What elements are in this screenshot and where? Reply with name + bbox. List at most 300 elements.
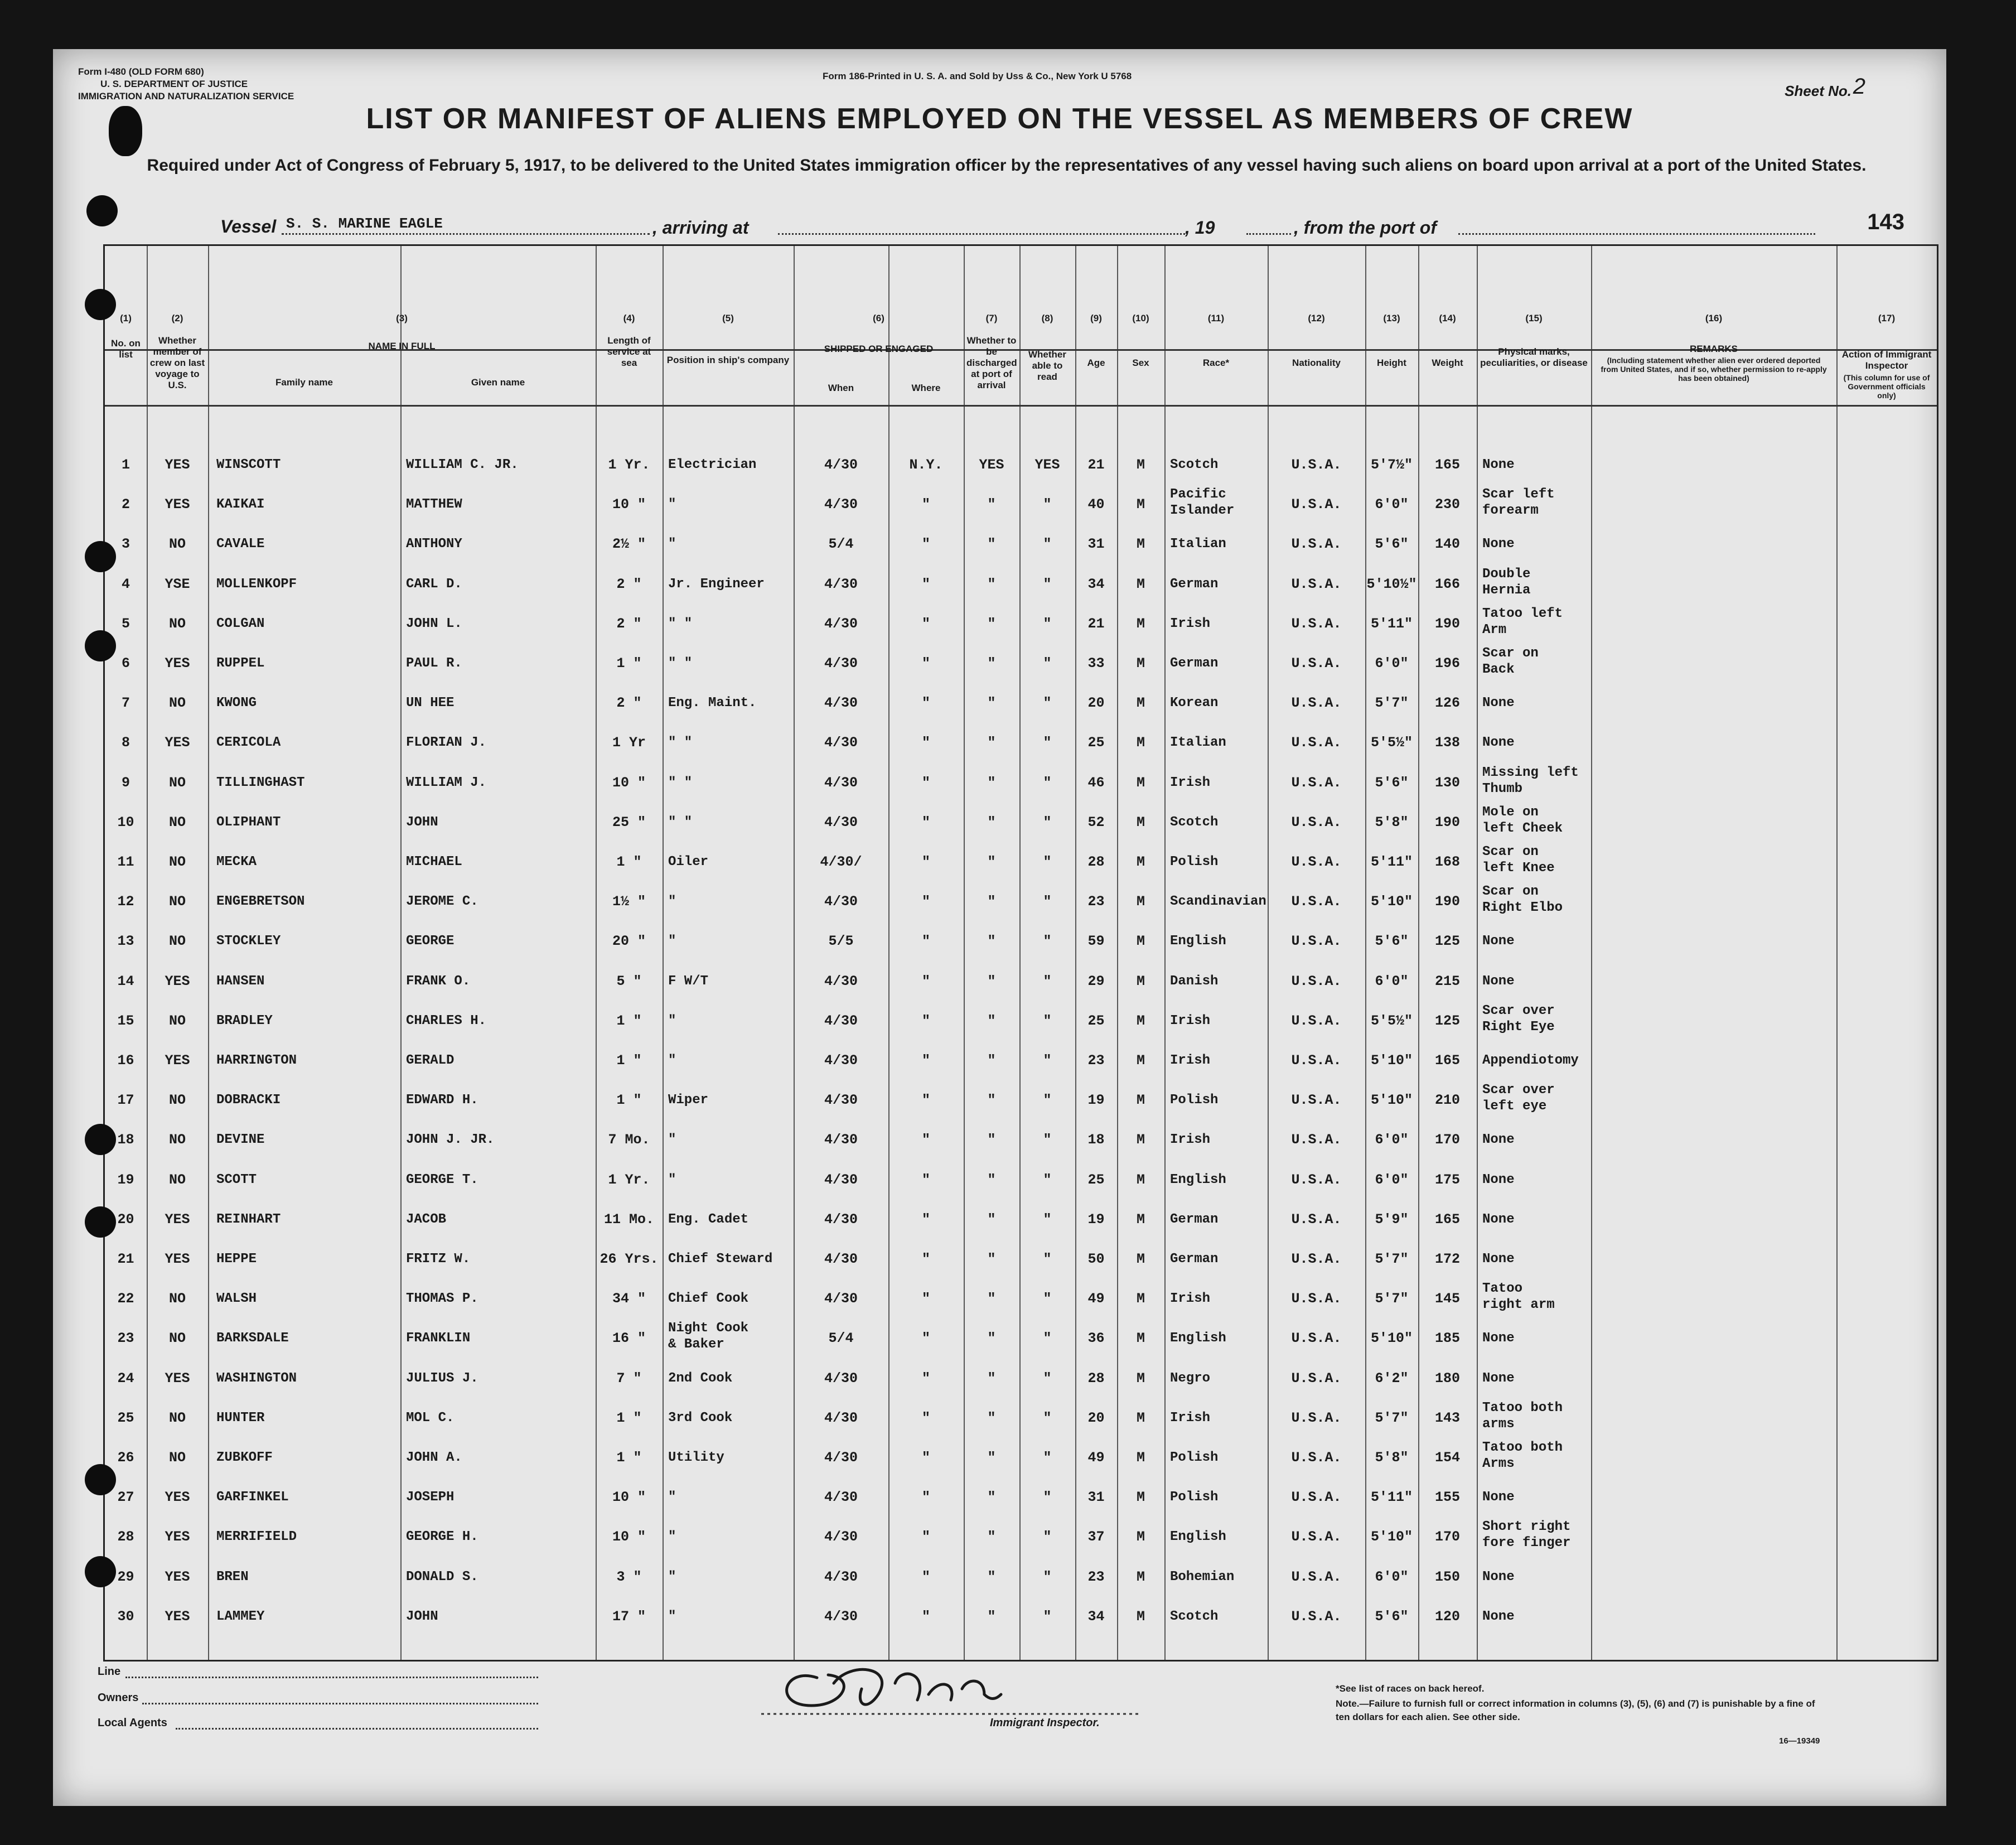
shipped-where-cell: " [921,1608,930,1625]
nationality-cell: U.S.A. [1291,933,1342,950]
to-be-discharged-cell: " [987,933,996,950]
given-name-cell: JEROME C. [406,894,478,910]
height-cell: 6'2" [1375,1370,1409,1387]
prev-voyage-cell: NO [168,1291,186,1307]
length-of-service-cell: 7 " [616,1370,642,1387]
age-cell: 19 [1087,1211,1105,1228]
given-name-cell: JOHN L. [406,616,462,631]
physical-marks-cell: None [1482,1172,1515,1187]
shipped-where-cell: " [921,814,930,830]
weight-cell: 166 [1434,576,1460,592]
length-of-service-cell: 1 " [616,1052,642,1069]
able-to-read-cell: " [1043,1251,1052,1267]
weight-cell: 175 [1434,1171,1460,1188]
race-cell: German [1170,656,1219,671]
age-cell: 36 [1087,1330,1105,1347]
physical-marks-cell: Mole on left Cheek [1482,804,1563,836]
row-number-cell: 17 [117,1092,134,1109]
shipped-where-cell: " [921,933,930,950]
age-cell: 20 [1087,695,1105,712]
length-of-service-cell: 1 " [616,1092,642,1109]
race-cell: Irish [1170,1132,1211,1148]
height-cell: 5'11" [1370,615,1413,632]
nationality-cell: U.S.A. [1291,1251,1342,1267]
sex-cell: M [1136,1132,1145,1148]
given-name-cell: FLORIAN J. [406,735,487,751]
to-be-discharged-cell: " [987,1450,996,1466]
sex-cell: M [1136,1608,1145,1625]
height-cell: 5'11" [1370,1489,1413,1506]
position-cell: " " [668,775,693,790]
to-be-discharged-cell: " [987,655,996,672]
position-cell: " " [668,735,693,751]
able-to-read-cell: " [1043,854,1052,870]
age-cell: 23 [1087,1568,1105,1585]
row-number-cell: 10 [117,814,134,830]
row-number-cell: 26 [117,1450,134,1466]
prev-voyage-cell: NO [168,893,186,910]
given-name-cell: MICHAEL [406,854,462,870]
punch-hole [109,106,142,156]
header-race: Race* [1202,358,1230,368]
physical-marks-cell: Scar on Back [1482,646,1539,677]
age-cell: 49 [1087,1450,1105,1466]
nationality-cell: U.S.A. [1291,695,1342,712]
able-to-read-cell: " [1043,1291,1052,1307]
prev-voyage-cell: NO [168,1092,186,1109]
family-name-cell: ZUBKOFF [216,1450,273,1465]
header-able-read: Whether able to read [1028,349,1066,382]
family-name-cell: HARRINGTON [216,1053,297,1068]
age-cell: 21 [1087,615,1105,632]
prev-voyage-cell: NO [168,695,186,712]
shipped-where-cell: " [921,1409,930,1426]
nationality-cell: U.S.A. [1291,1608,1342,1625]
position-cell: " [668,894,676,910]
col-number: (4) [623,313,635,323]
age-cell: 23 [1087,1052,1105,1069]
shipped-where-cell: " [921,1529,930,1545]
shipped-when-cell: 4/30 [824,1370,858,1387]
nationality-cell: U.S.A. [1291,1330,1342,1347]
row-number-cell: 5 [121,615,130,632]
position-cell: 3rd Cook [668,1410,733,1426]
prev-voyage-cell: NO [168,1409,186,1426]
to-be-discharged-cell: " [987,1568,996,1585]
shipped-where-cell: " [921,1211,930,1228]
given-name-cell: THOMAS P. [406,1291,478,1307]
given-name-cell: JOHN J. JR. [406,1132,495,1148]
age-cell: 28 [1087,854,1105,870]
row-number-cell: 30 [117,1608,134,1625]
prev-voyage-cell: NO [168,1012,186,1029]
shipped-where-cell: " [921,893,930,910]
height-cell: 5'5½" [1370,1012,1413,1029]
to-be-discharged-cell: " [987,1409,996,1426]
sex-cell: M [1136,973,1145,989]
header-remarks-note: (Including statement whether alien ever ordered deported from United States, and if so, whether permission to re-apply has been obtained) [1601,356,1827,383]
shipped-when-cell: 4/30 [824,655,858,672]
race-cell: Italian [1170,537,1226,552]
nationality-cell: U.S.A. [1291,536,1342,553]
sex-cell: M [1136,655,1145,672]
physical-marks-cell: Scar left forearm [1482,487,1555,519]
given-name-cell: CARL D. [406,576,462,592]
col-number: (14) [1439,313,1456,323]
family-name-cell: OLIPHANT [216,814,281,830]
height-cell: 6'0" [1375,655,1409,672]
shipped-when-cell: 4/30 [824,893,858,910]
physical-marks-cell: Tatoo both Arms [1482,1440,1563,1471]
sex-cell: M [1136,615,1145,632]
given-name-cell: WILLIAM C. JR. [406,457,519,472]
col-number: (7) [985,313,998,323]
nationality-cell: U.S.A. [1291,1489,1342,1506]
weight-cell: 190 [1434,893,1460,910]
to-be-discharged-cell: " [987,1608,996,1625]
given-name-cell: WILLIAM J. [406,775,487,790]
height-cell: 5'7" [1375,1251,1409,1267]
col-number: (17) [1878,313,1896,323]
immigrant-inspector-label: Immigrant Inspector. [990,1717,1100,1729]
shipped-where-cell: " [921,1251,930,1267]
prev-voyage-cell: YSE [165,576,190,592]
col-number: (12) [1308,313,1325,323]
position-cell: " " [668,656,693,671]
to-be-discharged-cell: " [987,1012,996,1029]
able-to-read-cell: " [1043,496,1052,513]
able-to-read-cell: " [1043,1568,1052,1585]
prev-voyage-cell: YES [165,655,190,672]
height-cell: 5'10" [1370,1092,1413,1109]
shipped-when-cell: 4/30 [824,1489,858,1506]
age-cell: 59 [1087,933,1105,950]
sex-cell: M [1136,933,1145,950]
nationality-cell: U.S.A. [1291,1171,1342,1188]
weight-cell: 154 [1434,1450,1460,1466]
physical-marks-cell: Double Hernia [1482,566,1531,598]
given-name-cell: FRANK O. [406,973,471,989]
shipped-where-cell: N.Y. [909,457,943,473]
punch-hole [85,541,116,572]
to-be-discharged-cell: " [987,1211,996,1228]
to-be-discharged-cell: " [987,735,996,751]
able-to-read-cell: YES [1034,457,1060,473]
form-code: 16—19349 [1779,1736,1820,1746]
sex-cell: M [1136,1450,1145,1466]
position-cell: Oiler [668,854,709,870]
owners-dotted [142,1703,538,1704]
given-name-cell: GERALD [406,1053,455,1068]
weight-cell: 130 [1434,774,1460,791]
header-inspector-note: (This column for use of Government officials only) [1843,373,1930,400]
shipped-where-cell: " [921,496,930,513]
position-cell: " [668,1053,676,1068]
to-be-discharged-cell: " [987,893,996,910]
length-of-service-cell: 1 " [616,854,642,870]
race-cell: Polish [1170,1450,1219,1465]
to-be-discharged-cell: " [987,854,996,870]
shipped-where-cell: " [921,615,930,632]
shipped-where-cell: " [921,695,930,712]
to-be-discharged-cell: " [987,496,996,513]
sex-cell: M [1136,1330,1145,1347]
row-number-cell: 1 [121,457,130,473]
from-port-label: , from the port of [1294,218,1437,238]
header-height: Height [1377,358,1406,368]
nationality-cell: U.S.A. [1291,1409,1342,1426]
prev-voyage-cell: NO [168,814,186,830]
shipped-when-cell: 4/30 [824,1012,858,1029]
sex-cell: M [1136,814,1145,830]
family-name-cell: RUPPEL [216,656,265,671]
length-of-service-cell: 1 Yr [612,735,646,751]
physical-marks-cell: None [1482,1569,1515,1585]
position-cell: " [668,1569,676,1585]
to-be-discharged-cell: " [987,1092,996,1109]
race-cell: Danish [1170,973,1219,989]
given-name-cell: MOL C. [406,1410,455,1426]
length-of-service-cell: 11 Mo. [603,1211,654,1228]
prev-voyage-cell: NO [168,536,186,553]
shipped-when-cell: 4/30/ [820,854,862,870]
shipped-when-cell: 4/30 [824,814,858,830]
given-name-cell: FRITZ W. [406,1252,471,1267]
shipped-when-cell: 4/30 [824,576,858,592]
race-cell: Irish [1170,616,1211,631]
length-of-service-cell: 1 Yr. [608,457,650,473]
prev-voyage-cell: YES [165,457,190,473]
physical-marks-cell: Tatoo right arm [1482,1281,1555,1313]
shipped-when-cell: 4/30 [824,1251,858,1267]
header-shipped: SHIPPED OR ENGAGED [824,344,934,354]
nationality-cell: U.S.A. [1291,1450,1342,1466]
sex-cell: M [1136,1370,1145,1387]
weight-cell: 170 [1434,1529,1460,1545]
prev-voyage-cell: NO [168,1171,186,1188]
header-position: Position in ship's company [666,355,790,365]
height-cell: 5'10" [1370,1529,1413,1545]
physical-marks-cell: None [1482,1609,1515,1624]
to-be-discharged-cell: " [987,1171,996,1188]
height-cell: 5'5½" [1370,735,1413,751]
able-to-read-cell: " [1043,576,1052,592]
prev-voyage-cell: NO [168,774,186,791]
nationality-cell: U.S.A. [1291,1568,1342,1585]
able-to-read-cell: " [1043,973,1052,989]
age-cell: 25 [1087,1171,1105,1188]
sheet-number-label: Sheet No. [1785,83,1851,99]
able-to-read-cell: " [1043,655,1052,672]
row-number-cell: 9 [121,774,130,791]
given-name-cell: FRANKLIN [406,1331,471,1346]
weight-cell: 170 [1434,1132,1460,1148]
position-cell: Eng. Cadet [668,1211,749,1227]
col-number: (11) [1207,313,1225,323]
race-cell: Italian [1170,735,1226,751]
age-cell: 21 [1087,457,1105,473]
family-name-cell: WASHINGTON [216,1370,297,1386]
physical-marks-cell: Appendiotomy [1482,1053,1579,1068]
row-number-cell: 27 [117,1489,134,1506]
race-cell: Irish [1170,1053,1211,1068]
age-cell: 46 [1087,774,1105,791]
given-name-cell: JOSEPH [406,1490,455,1505]
physical-marks-cell: None [1482,696,1515,711]
race-cell: Scotch [1170,814,1219,830]
race-cell: English [1170,1331,1226,1346]
year-label: , 19 [1185,218,1215,238]
height-cell: 5'6" [1375,774,1409,791]
row-number-cell: 6 [121,655,130,672]
shipped-where-cell: " [921,973,930,989]
height-cell: 5'10" [1370,1052,1413,1069]
height-cell: 5'6" [1375,1608,1409,1625]
given-name-cell: UN HEE [406,696,455,711]
age-cell: 23 [1087,893,1105,910]
age-cell: 33 [1087,655,1105,672]
sex-cell: M [1136,1409,1145,1426]
family-name-cell: TILLINGHAST [216,775,305,790]
able-to-read-cell: " [1043,1012,1052,1029]
nationality-cell: U.S.A. [1291,735,1342,751]
position-cell: " [668,1609,676,1624]
position-cell: Eng. Maint. [668,696,757,711]
weight-cell: 172 [1434,1251,1460,1267]
weight-cell: 143 [1434,1409,1460,1426]
col-number: (13) [1383,313,1400,323]
given-name-cell: ANTHONY [406,537,462,552]
row-number-cell: 8 [121,735,130,751]
prev-voyage-cell: YES [165,496,190,513]
prev-voyage-cell: NO [168,1450,186,1466]
header-length-service: Length of service at sea [607,335,651,368]
shipped-when-cell: 4/30 [824,496,858,513]
sheet-number-value: 2 [1853,74,1865,99]
prev-voyage-cell: YES [165,1251,190,1267]
length-of-service-cell: 20 " [612,933,646,950]
age-cell: 49 [1087,1291,1105,1307]
family-name-cell: KWONG [216,696,257,711]
position-cell: Jr. Engineer [668,576,765,592]
given-name-cell: JACOB [406,1211,447,1227]
able-to-read-cell: " [1043,536,1052,553]
weight-cell: 125 [1434,1012,1460,1029]
nationality-cell: U.S.A. [1291,496,1342,513]
weight-cell: 185 [1434,1330,1460,1347]
to-be-discharged-cell: " [987,615,996,632]
shipped-when-cell: 4/30 [824,735,858,751]
shipped-when-cell: 4/30 [824,1608,858,1625]
age-cell: 18 [1087,1132,1105,1148]
row-number-cell: 22 [117,1291,134,1307]
height-cell: 5'7" [1375,1291,1409,1307]
weight-cell: 138 [1434,735,1460,751]
family-name-cell: MOLLENKOPF [216,576,297,592]
family-name-cell: LAMMEY [216,1609,265,1624]
given-name-cell: EDWARD H. [406,1093,478,1108]
length-of-service-cell: 25 " [612,814,646,830]
race-cell: Polish [1170,1093,1219,1108]
race-cell: Irish [1170,1291,1211,1307]
nationality-cell: U.S.A. [1291,1370,1342,1387]
able-to-read-cell: " [1043,1092,1052,1109]
row-number-cell: 2 [121,496,130,513]
weight-cell: 165 [1434,457,1460,473]
prev-voyage-cell: YES [165,1370,190,1387]
length-of-service-cell: 2½ " [612,536,646,553]
family-name-cell: MERRIFIELD [216,1529,297,1545]
row-number-cell: 13 [117,933,134,950]
prev-voyage-cell: NO [168,854,186,870]
able-to-read-cell: " [1043,1052,1052,1069]
prev-voyage-cell: YES [165,735,190,751]
col-number: (2) [171,313,183,323]
col-number: (8) [1041,313,1053,323]
document-subtitle: Required under Act of Congress of February 5, 1917, to be delivered to the United States immigration officer by the representatives of any vessel having such aliens on board upon arrival at a port of the United States. [147,156,1867,175]
service-name: IMMIGRATION AND NATURALIZATION SERVICE [78,91,294,102]
prev-voyage-cell: YES [165,1052,190,1069]
weight-cell: 230 [1434,496,1460,513]
header-when: When [828,383,854,393]
weight-cell: 150 [1434,1568,1460,1585]
given-name-cell: PAUL R. [406,656,462,671]
age-cell: 52 [1087,814,1105,830]
able-to-read-cell: " [1043,933,1052,950]
header-age: Age [1087,358,1105,368]
race-cell: English [1170,1529,1226,1545]
able-to-read-cell: " [1043,1211,1052,1228]
header-sex: Sex [1132,358,1149,368]
sex-cell: M [1136,1568,1145,1585]
nationality-cell: U.S.A. [1291,973,1342,989]
age-cell: 34 [1087,576,1105,592]
shipped-where-cell: " [921,854,930,870]
weight-cell: 155 [1434,1489,1460,1506]
length-of-service-cell: 1 Yr. [608,1171,650,1188]
weight-cell: 190 [1434,615,1460,632]
length-of-service-cell: 5 " [616,973,642,989]
position-cell: " [668,537,676,552]
manifest-sheet [53,49,1946,1806]
header-physical-marks: Physical marks, peculiarities, or disease [1480,346,1588,368]
nationality-cell: U.S.A. [1291,1052,1342,1069]
age-cell: 31 [1087,536,1105,553]
row-number-cell: 29 [117,1568,134,1585]
family-name-cell: HUNTER [216,1410,265,1426]
position-cell: Electrician [668,457,757,472]
height-cell: 6'0" [1375,1568,1409,1585]
nationality-cell: U.S.A. [1291,457,1342,473]
race-cell: German [1170,576,1219,592]
sex-cell: M [1136,457,1145,473]
shipped-when-cell: 4/30 [824,1291,858,1307]
position-cell: " [668,934,676,949]
position-cell: " [668,497,676,513]
height-cell: 5'10" [1370,893,1413,910]
family-name-cell: KAIKAI [216,497,265,513]
length-of-service-cell: 7 Mo. [608,1132,650,1148]
height-cell: 5'9" [1375,1211,1409,1228]
physical-marks-cell: None [1482,934,1515,949]
able-to-read-cell: " [1043,1330,1052,1347]
position-cell: " [668,1490,676,1505]
nationality-cell: U.S.A. [1291,1211,1342,1228]
prev-voyage-cell: YES [165,1211,190,1228]
line-label: Line [98,1665,121,1678]
weight-cell: 140 [1434,536,1460,553]
col-number: (1) [120,313,132,323]
